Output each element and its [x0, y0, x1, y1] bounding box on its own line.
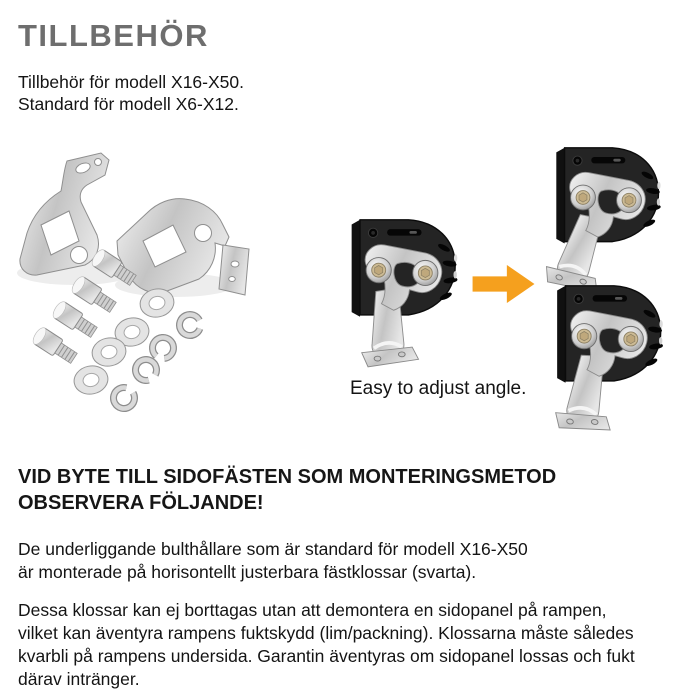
lightbar-tilted-bottom-photo [545, 283, 670, 435]
bracket-hole [71, 247, 88, 264]
paragraph-line: De underliggande bulthållare som är standard för modell X16-X50 [18, 539, 528, 559]
paragraph-line: därav intränger. [18, 669, 140, 689]
warning-paragraph-2 [18, 599, 635, 691]
bracket-hole [229, 277, 236, 282]
bolt [31, 326, 80, 367]
bracket-hole [231, 261, 239, 267]
spring-washer [110, 384, 139, 413]
paragraph-line: kvarbli på rampens undersida. Garantin äventyras om sidopanel lossas och fukt [18, 646, 635, 666]
photo-caption: Easy to adjust angle. [350, 378, 527, 399]
page-title: TILLBEHÖR [18, 18, 209, 53]
paragraph-line: Dessa klossar kan ej borttagas utan att demontera en sidopanel på rampen, [18, 600, 607, 620]
paragraph-line: är monterade på horisontellt justerbara fästklossar (svarta). [18, 562, 477, 582]
bracket-tab [219, 245, 249, 295]
spring-washer [133, 357, 159, 383]
warning-paragraph-1 [18, 538, 528, 584]
bracket-right [117, 199, 249, 295]
paragraph-line: vilket kan äventyra rampens fuktskydd (lim/packning). Klossarna måste således [18, 623, 634, 643]
bracket-hole [195, 225, 212, 242]
bracket-hole [95, 159, 102, 166]
intro-line-1: Tillbehör för modell X16-X50. [18, 72, 244, 92]
lightbar-straight-photo [341, 217, 463, 369]
spring-washer [177, 312, 204, 339]
arrow-right-icon [470, 264, 538, 304]
warning-heading-line-2: OBSERVERA FÖLJANDE! [18, 492, 264, 514]
bolt [51, 300, 100, 341]
arrow-right-shape [473, 265, 535, 303]
warning-heading [18, 464, 556, 516]
lightbar-tilted-top-photo [545, 145, 667, 295]
intro-text [18, 72, 244, 115]
accessory-kit-photo [5, 143, 260, 428]
warning-heading-line-1: VID BYTE TILL SIDOFÄSTEN SOM MONTERINGSMETOD [18, 466, 557, 488]
intro-line-2: Standard för modell X6-X12. [18, 93, 239, 114]
flat-washer [71, 363, 110, 397]
